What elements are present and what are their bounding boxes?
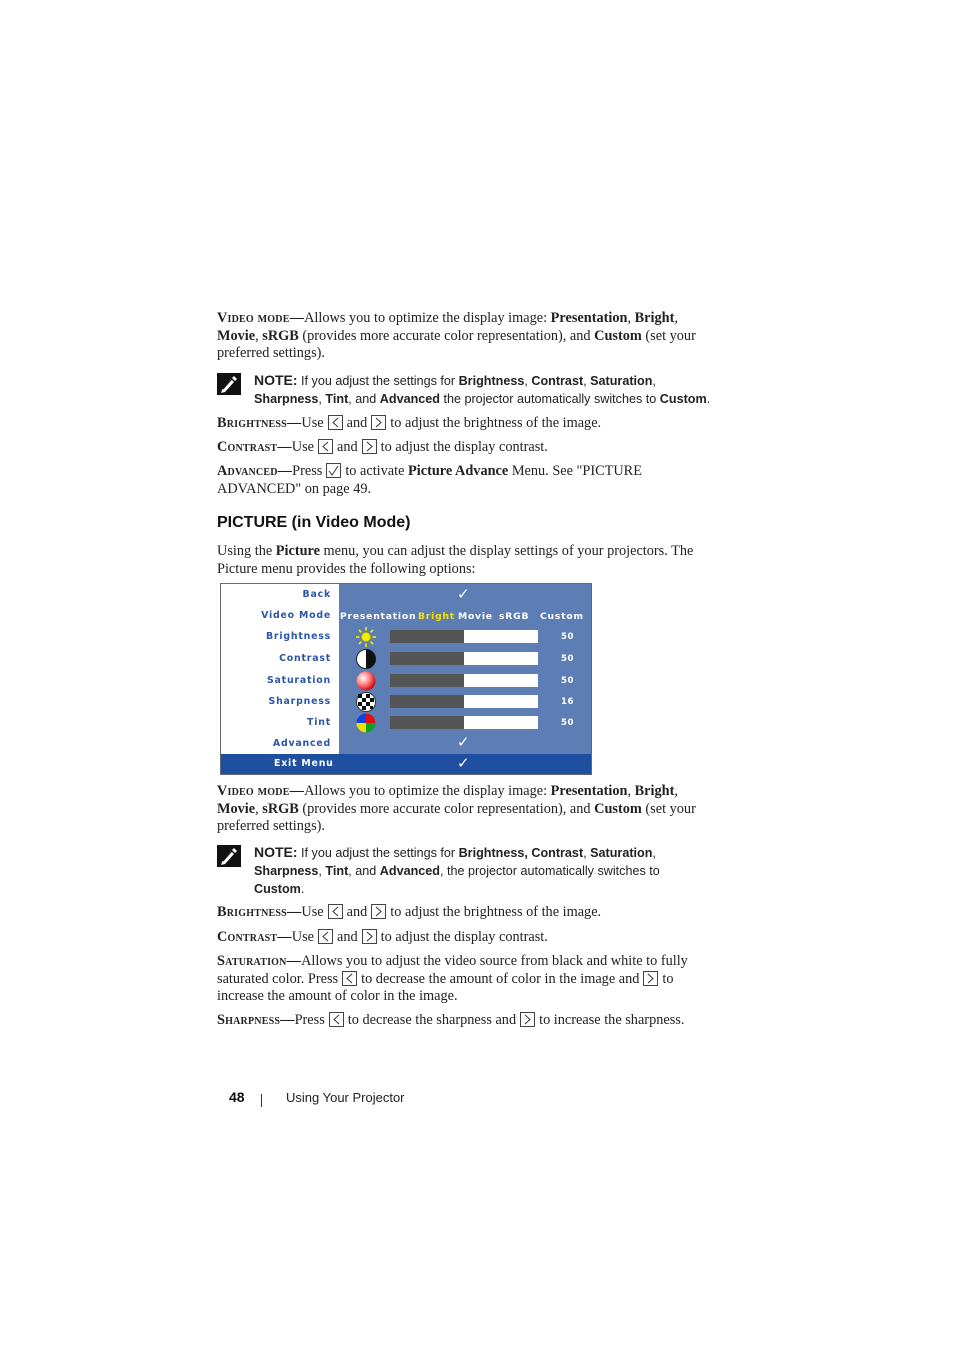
contrast-paragraph-2: Contrast—Use and to adjust the display contrast. [217,929,548,945]
page-number: 48 [229,1089,245,1105]
exit-menu-label[interactable]: Exit Menu [274,758,334,769]
right-arrow-key-icon [371,904,386,919]
saturation-value: 50 [561,676,574,686]
osd-label-video-mode[interactable]: Video Mode [261,610,331,621]
right-arrow-key-icon [362,929,377,944]
osd-label-saturation[interactable]: Saturation [267,675,331,686]
left-arrow-key-icon [328,415,343,430]
tint-slider-fill [390,716,464,729]
mode-custom[interactable]: Custom [540,611,584,622]
contrast-paragraph: Contrast—Use and to adjust the display contrast. [217,439,548,455]
brightness-sun-icon [355,626,377,648]
tint-color-wheel-icon [355,712,377,734]
osd-label-sharpness[interactable]: Sharpness [268,696,331,707]
note-block-2: NOTE: If you adjust the settings for Brightness, Contrast, Saturation, Sharpness, Tint, and Advanced, the projector automatically switches to Custom. [217,843,717,898]
left-arrow-key-icon [328,904,343,919]
chapter-title: Using Your Projector [286,1090,405,1105]
mode-srgb[interactable]: sRGB [499,611,530,622]
back-check-icon[interactable]: ✓ [457,585,470,603]
contrast-slider[interactable] [390,652,538,665]
brightness-slider[interactable] [390,630,538,643]
sharpness-value: 16 [561,697,574,707]
enter-key-icon [326,463,341,478]
osd-label-brightness[interactable]: Brightness [265,631,331,642]
tint-value: 50 [561,718,574,728]
left-arrow-key-icon [318,439,333,454]
sharpness-checker-icon [355,691,377,713]
term-video-mode: Video mode— [217,310,305,326]
left-arrow-key-icon [342,971,357,986]
section-intro: Using the Picture menu, you can adjust the display settings of your projectors. The Picture menu provides the following options: [217,543,694,577]
brightness-slider-fill [390,630,464,643]
mode-movie[interactable]: Movie [458,611,493,622]
advanced-paragraph: Advanced—Press to activate Picture Advance Menu. See "PICTURE ADVANCED" on page 49. [217,463,642,497]
osd-label-advanced[interactable]: Advanced [272,738,331,749]
advanced-check-icon[interactable]: ✓ [457,733,470,751]
video-mode-paragraph: Video mode—Allows you to optimize the display image: Presentation, Bright, Movie, sRGB (provides more accurate color representation), and Custom (set your preferred settings). [217,310,696,362]
exit-menu-bar[interactable] [221,754,591,774]
contrast-slider-fill [390,652,464,665]
right-arrow-key-icon [362,439,377,454]
exit-check-icon[interactable]: ✓ [457,754,470,772]
saturation-icon [355,670,377,692]
contrast-icon [355,648,377,670]
sharpness-paragraph: Sharpness—Press to decrease the sharpness and to increase the sharpness. [217,1012,685,1028]
note-pencil-icon [217,373,241,395]
footer-divider [261,1094,262,1107]
left-arrow-key-icon [329,1012,344,1027]
osd-label-back[interactable]: Back [302,589,331,600]
sharpness-slider[interactable] [390,695,538,708]
brightness-paragraph: Brightness—Use and to adjust the brightness of the image. [217,415,602,431]
brightness-paragraph-2: Brightness—Use and to adjust the brightness of the image. [217,904,602,920]
saturation-paragraph: Saturation—Allows you to adjust the video source from black and white to fully saturated color. Press to decrease the amount of color in the image and to increase the amount of color in the image. [217,953,688,1005]
tint-slider[interactable] [390,716,538,729]
note-pencil-icon [217,845,241,867]
brightness-value: 50 [561,632,574,642]
note-block: NOTE: If you adjust the settings for Brightness, Contrast, Saturation, Sharpness, Tint, and Advanced the projector automatically switches to Custom. [217,371,717,408]
osd-label-contrast[interactable]: Contrast [279,653,331,664]
contrast-value: 50 [561,654,574,664]
left-arrow-key-icon [318,929,333,944]
picture-menu-osd [220,583,592,775]
mode-presentation[interactable]: Presentation [340,611,417,622]
sharpness-slider-fill [390,695,464,708]
section-heading: PICTURE (in Video Mode) [217,514,411,531]
saturation-slider[interactable] [390,674,538,687]
video-mode-paragraph-2: Video mode—Allows you to optimize the display image: Presentation, Bright, Movie, sRGB (provides more accurate color representation), and Custom (set your preferred settings). [217,783,696,835]
right-arrow-key-icon [371,415,386,430]
osd-label-tint[interactable]: Tint [307,717,331,728]
saturation-slider-fill [390,674,464,687]
mode-bright[interactable]: Bright [418,611,455,622]
right-arrow-key-icon [520,1012,535,1027]
right-arrow-key-icon [643,971,658,986]
